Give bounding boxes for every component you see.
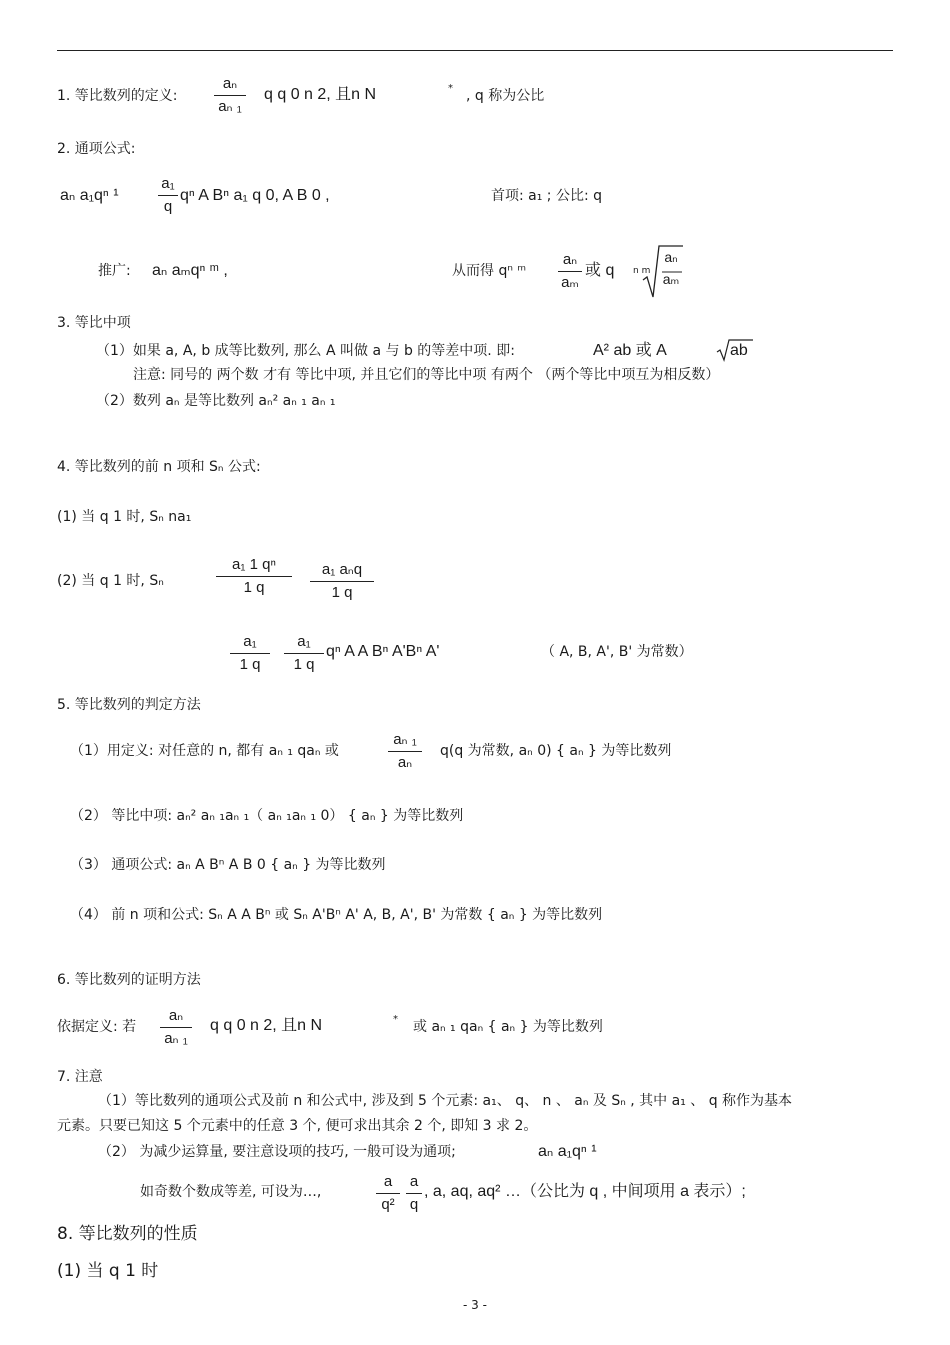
s1-frac-num: aₙ: [222, 75, 238, 92]
s4-fraction-1: [216, 555, 292, 598]
s7-f1-num: a: [383, 1173, 393, 1190]
s6-heading: 6. 等比数列的证明方法: [57, 972, 201, 988]
s4-f2-bar: [310, 581, 374, 582]
s5-frac-den: aₙ: [397, 754, 413, 771]
s5-p3: （3） 通项公式: aₙ A Bⁿ A B 0 { aₙ } 为等比数列: [70, 857, 386, 873]
s4-fraction-3: [230, 632, 270, 675]
s7-f2-den: q: [409, 1196, 419, 1213]
s6-tail: 或 aₙ ₁ qaₙ { aₙ } 为等比数列: [413, 1019, 603, 1035]
s4-f3-bar: [230, 653, 270, 654]
s2-root-num: aₙ: [664, 249, 678, 265]
s1-expr: q q 0 n 2, 且n N: [264, 86, 377, 103]
s2-ext-expr: aₙ aₘqⁿ ᵐ ,: [152, 262, 228, 279]
s2-derive-fraction: [558, 250, 582, 293]
s6-star: *: [393, 1014, 398, 1025]
s2-ext-label: 推广:: [98, 263, 131, 279]
s3-p1: （1）如果 a, A, b 成等比数列, 那么 A 叫做 a 与 b 的等差中项. 即:: [96, 343, 515, 359]
s7-line1: （1）等比数列的通项公式及前 n 和公式中, 涉及到 5 个元素: a₁、 q、 n 、 aₙ 及 Sₙ , 其中 a₁ 、 q 称作为基本: [98, 1093, 793, 1109]
s2-fraction: [158, 174, 178, 217]
s3-p2: （2）数列 aₙ 是等比数列 aₙ² aₙ ₁ aₙ ₁: [96, 393, 336, 409]
s4-case1: (1) 当 q 1 时, Sₙ na₁: [57, 509, 192, 525]
s6-frac-bar: [160, 1027, 192, 1028]
s7-line4-tail: , a, aq, aq² …（公比为 q , 中间项用 a 表示）;: [424, 1183, 746, 1200]
header-rule: [57, 50, 893, 51]
s4-f2-num: a₁ aₙq: [321, 561, 363, 578]
s6-expr: q q 0 n 2, 且n N: [210, 1017, 323, 1034]
s4-case2-note: （ A, B, A', B' 为常数）: [541, 644, 693, 660]
s2-lhs: aₙ a₁qⁿ ¹: [60, 187, 119, 204]
s3-heading: 3. 等比中项: [57, 315, 131, 331]
s3-p1-expr: A² ab 或 A: [593, 342, 667, 359]
s1-tail: , q 称为公比: [466, 88, 545, 104]
s3-note: 注意: 同号的 两个数 才有 等比中项, 并且它们的等比中项 有两个 （两个等比中项互为相反数）: [133, 367, 720, 383]
s2-first-term: 首项: a₁ ; 公比: q: [491, 188, 603, 204]
s4-f1-num: a₁ 1 qⁿ: [232, 556, 276, 573]
s5-frac-num: aₙ ₁: [393, 731, 417, 748]
s4-f1-den: 1 q: [243, 579, 265, 596]
s2-frac-num: a₁: [161, 175, 175, 192]
s6-fraction: [160, 1006, 192, 1049]
s7-heading: 7. 注意: [57, 1069, 103, 1085]
s7-f2-bar: [406, 1193, 422, 1194]
s7-f2-num: a: [409, 1173, 419, 1190]
s2-derive-den: aₘ: [561, 274, 579, 291]
s4-fraction-2: [310, 560, 374, 603]
s2-root-den: aₘ: [662, 271, 680, 287]
s5-fraction: [388, 730, 422, 773]
s2-frac-den: q: [163, 198, 173, 215]
s5-p1-b: q(q 为常数, aₙ 0) { aₙ } 为等比数列: [440, 743, 672, 759]
s1-heading: 1. 等比数列的定义:: [57, 88, 178, 104]
s7-f1-bar: [376, 1193, 400, 1194]
s4-f2-den: 1 q: [331, 584, 353, 601]
s2-root-index: n m: [633, 266, 651, 276]
s8-heading: 8. 等比数列的性质: [57, 1224, 198, 1244]
s7-line4: 如奇数个数成等差, 可设为…,: [140, 1184, 322, 1200]
s4-f1-bar: [216, 576, 292, 577]
s1-frac-bar: [214, 95, 246, 96]
s2-root-fraction: [661, 248, 681, 288]
page-number: - 3 -: [463, 1298, 487, 1312]
s4-case2-label: (2) 当 q 1 时, Sₙ: [57, 573, 164, 589]
s4-f4-den: 1 q: [293, 656, 315, 673]
s6-frac-den: aₙ ₁: [164, 1030, 188, 1047]
s3-p1-root: ab: [730, 342, 748, 359]
s5-p2: （2） 等比中项: aₙ² aₙ ₁aₙ ₁（ aₙ ₁aₙ ₁ 0） { aₙ } 为等比数列: [70, 808, 464, 824]
s4-heading: 4. 等比数列的前 n 项和 Sₙ 公式:: [57, 459, 261, 475]
s7-line3-expr: aₙ a₁qⁿ ¹: [538, 1143, 597, 1160]
s1-fraction: [214, 74, 246, 117]
s2-derive-num: aₙ: [562, 251, 578, 268]
s4-f3-num: a₁: [243, 633, 257, 650]
s2-derive-bar: [558, 271, 582, 272]
s7-fraction-1: [376, 1172, 400, 1215]
s2-or-q: 或 q: [585, 262, 615, 279]
s5-p1-a: （1）用定义: 对任意的 n, 都有 aₙ ₁ qaₙ 或: [70, 743, 339, 759]
s4-f3-den: 1 q: [239, 656, 261, 673]
s4-f4-bar: [284, 653, 324, 654]
s7-f1-den: q²: [381, 1196, 395, 1213]
s5-p4: （4） 前 n 项和公式: Sₙ A A Bⁿ 或 Sₙ A'Bⁿ A' A, B, A', B' 为常数 { aₙ } 为等比数列: [70, 907, 603, 923]
s5-frac-bar: [388, 751, 422, 752]
s6-frac-num: aₙ: [168, 1007, 184, 1024]
s8-case1: (1) 当 q 1 时: [57, 1261, 159, 1281]
s7-fraction-2: [406, 1172, 422, 1215]
s2-heading: 2. 通项公式:: [57, 141, 136, 157]
s7-line3: （2） 为减少运算量, 要注意设项的技巧, 一般可设为通项;: [98, 1144, 456, 1160]
s1-frac-den: aₙ ₁: [218, 98, 242, 115]
s4-f4-num: a₁: [297, 633, 311, 650]
s7-line2: 元素。只要已知这 5 个元素中的任意 3 个, 便可求出其余 2 个, 即知 3 求 2。: [57, 1118, 538, 1134]
s6-label: 依据定义: 若: [57, 1019, 137, 1035]
s4-case2-tail: qⁿ A A Bⁿ A'Bⁿ A': [326, 643, 440, 660]
s5-heading: 5. 等比数列的判定方法: [57, 697, 201, 713]
s2-frac-bar: [158, 195, 178, 196]
s2-rhs: qⁿ A Bⁿ a₁ q 0, A B 0 ,: [180, 187, 330, 204]
s1-star: *: [448, 83, 453, 94]
s4-fraction-4: [284, 632, 324, 675]
s2-derive: 从而得 qⁿ ᵐ: [452, 263, 527, 279]
